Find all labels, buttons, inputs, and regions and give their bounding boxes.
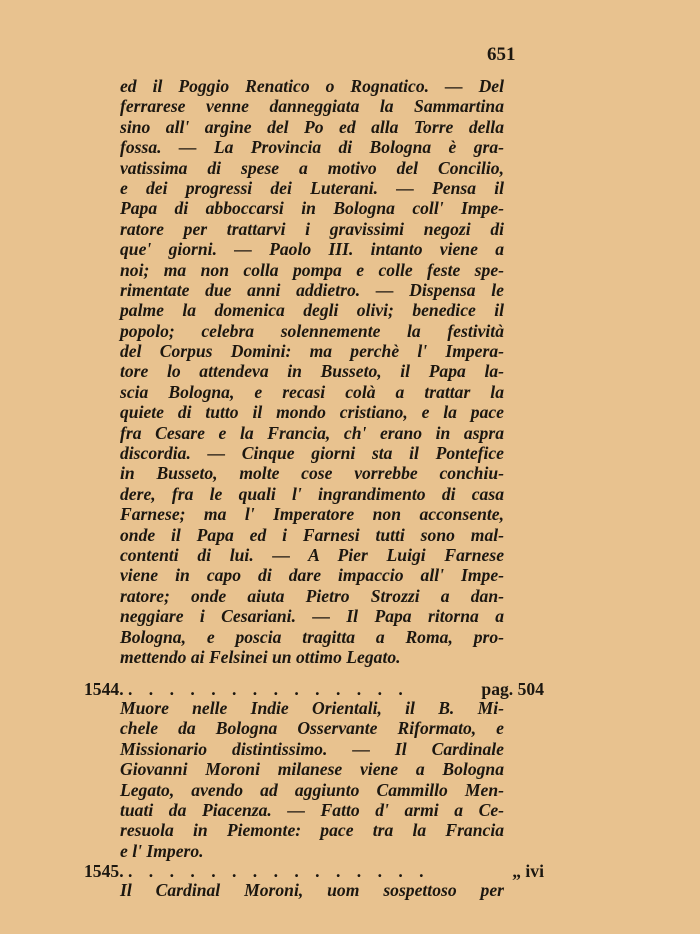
text-line: Il Cardinal Moroni, uom sospettoso per <box>120 880 504 900</box>
text-line: viene in capo di dare impaccio all' Impe- <box>120 565 504 586</box>
text-line: contenti di lui. — A Pier Luigi Farnese <box>120 544 504 565</box>
text-line: ratore per trattarvi i gravissimi negozi di <box>120 218 504 239</box>
text-line: e l' Impero. <box>120 840 204 861</box>
dot-leader: . . . . . . . . . . . . . . <box>128 679 409 699</box>
text-line: sino all' argine del Po ed alla Torre della <box>120 116 504 137</box>
page-number: 651 <box>487 44 516 65</box>
text-line: resuola in Piemonte: pace tra la Francia <box>120 820 504 841</box>
text-line: Giovanni Moroni milanese viene a Bologna <box>120 759 504 780</box>
text-line: ed il Poggio Renatico o Rognatico. — Del <box>120 76 504 96</box>
text-line: Legato, avendo ad aggiunto Cammillo Men- <box>120 779 504 800</box>
text-line: ferrarese venne danneggiata la Sammartina <box>120 96 504 117</box>
text-line: Farnese; ma l' Imperatore non acconsente, <box>120 504 504 525</box>
text-line: dere, fra le quali l' ingrandimento di casa <box>120 483 504 504</box>
text-line: fossa. — La Provincia di Bologna è gra- <box>120 137 504 158</box>
text-line: neggiare i Cesariani. — Il Papa ritorna a <box>120 606 504 627</box>
chronicle-text-1544 <box>120 698 504 861</box>
page-reference: pag. 504 <box>481 679 544 699</box>
chronicle-text-1545 <box>120 880 504 900</box>
chronicle-text-1543 <box>120 76 504 667</box>
text-line: chele da Bologna Osservante Riformato, e <box>120 718 504 739</box>
text-line: Missionario distintissimo. — Il Cardinale <box>120 738 504 759</box>
text-line: palme la domenica degli olivi; benedice il <box>120 300 504 321</box>
text-line: rimentate due anni addietro. — Dispensa le <box>120 279 504 300</box>
text-line: fra Cesare e la Francia, ch' erano in aspra <box>120 422 504 443</box>
dot-leader: . . . . . . . . . . . . . . . <box>128 861 430 881</box>
text-line: vatissima di spese a motivo del Concilio, <box>120 157 504 178</box>
page-reference: „ ivi <box>512 861 544 881</box>
year-label: 1544. <box>84 679 124 699</box>
text-line: in Busseto, molte cose vorrebbe conchiu- <box>120 463 504 484</box>
text-line: discordia. — Cinque giorni sta il Pontefice <box>120 443 504 464</box>
text-line: Papa di abboccarsi in Bologna coll' Impe- <box>120 198 504 219</box>
text-line: que' giorni. — Paolo III. intanto viene a <box>120 239 504 260</box>
year-heading-1544 <box>84 678 544 700</box>
year-heading-1545 <box>84 860 544 882</box>
text-line: Bologna, e poscia tragitta a Roma, pro- <box>120 626 504 647</box>
text-line: tore lo attendeva in Busseto, il Papa la- <box>120 361 504 382</box>
text-line: Muore nelle Indie Orientali, il B. Mi- <box>120 698 504 718</box>
text-line: e dei progressi dei Luterani. — Pensa il <box>120 177 504 198</box>
text-line: quiete di tutto il mondo cristiano, e la pace <box>120 402 504 423</box>
text-line: del Corpus Domini: ma perchè l' Impera- <box>120 341 504 362</box>
text-line: scia Bologna, e recasi colà a trattar la <box>120 381 504 402</box>
text-line: popolo; celebra solennemente la festività <box>120 320 504 341</box>
text-line: onde il Papa ed i Farnesi tutti sono mal- <box>120 524 504 545</box>
year-label: 1545. <box>84 861 124 881</box>
text-line: noi; ma non colla pompa e colle feste spe- <box>120 259 504 280</box>
text-line: tuati da Piacenza. — Fatto d' armi a Ce- <box>120 799 504 820</box>
text-line: mettendo ai Felsinei un ottimo Legato. <box>120 646 401 667</box>
text-line: ratore; onde aiuta Pietro Strozzi a dan- <box>120 585 504 606</box>
